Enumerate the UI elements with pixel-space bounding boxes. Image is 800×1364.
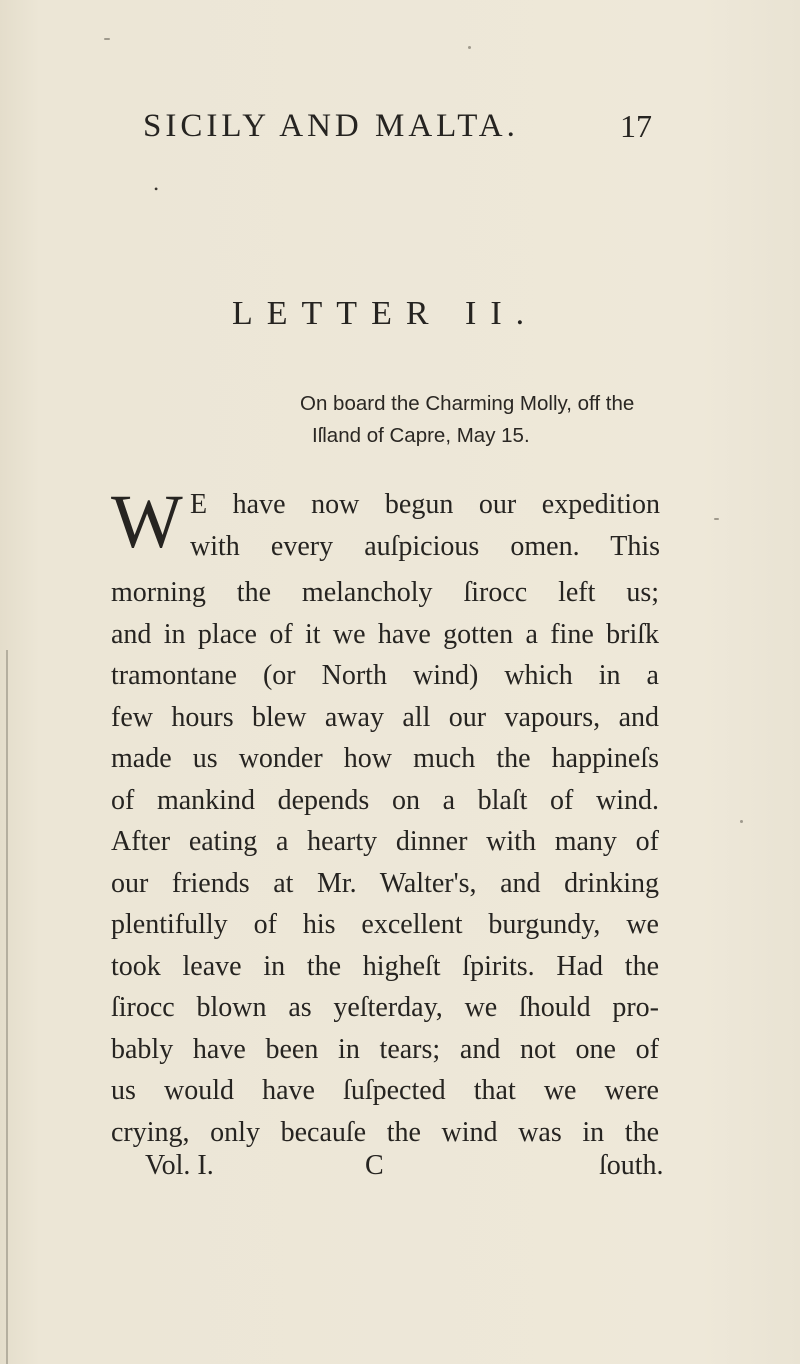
body-line: bably have been in tears; and not one of xyxy=(111,1033,659,1065)
body-line: After eating a hearty dinner with many of xyxy=(111,826,659,857)
body-line: took leave in the higheſt ſpirits. Had the xyxy=(111,950,659,982)
volume-label: Vol. I. xyxy=(145,1150,214,1181)
signature-mark: C xyxy=(365,1150,384,1181)
drop-cap: W xyxy=(111,480,183,564)
letter-heading: LETTER II. xyxy=(232,295,539,332)
page-number: 17 xyxy=(620,108,652,144)
body-line: of mankind depends on a blaſt of wind. xyxy=(111,784,659,816)
body-line: ſirocc blown as yeſterday, we ſhould pro- xyxy=(111,992,659,1023)
body-line: few hours blew away all our vapours, and xyxy=(111,701,659,733)
paper-speck xyxy=(468,46,471,49)
body-line: plentifully of his excellent burgundy, we xyxy=(111,909,659,940)
catchword: ſouth. xyxy=(599,1150,664,1181)
body-line: and in place of it we have gotten a fine briſk xyxy=(111,618,659,650)
body-line: us would have ſuſpected that we were xyxy=(111,1075,659,1106)
body-text xyxy=(111,572,659,1153)
page-footer xyxy=(145,1150,664,1190)
body-line: tramontane (or North wind) which in a xyxy=(111,660,659,691)
paper-speck xyxy=(714,518,719,520)
body-line-2: with every auſpicious omen. This xyxy=(190,531,660,562)
running-head-title: SICILY AND MALTA. xyxy=(143,108,519,144)
body-line: made us wonder how much the happineſs xyxy=(111,743,659,774)
running-head xyxy=(143,108,663,158)
body-line: crying, only becauſe the wind was in the xyxy=(111,1116,659,1148)
body-line: our friends at Mr. Walter's, and drinking xyxy=(111,867,659,899)
ornament-mark: • xyxy=(154,182,159,196)
page-gutter-shadow xyxy=(6,650,8,1364)
body-line-1: E have now begun our expedition xyxy=(190,489,660,520)
body-line: morning the melancholy ſirocc left us; xyxy=(111,577,659,608)
dateline-line-2: Iſland of Capre, May 15. xyxy=(312,424,530,447)
paper-speck xyxy=(740,820,743,823)
dateline-line-1: On board the Charming Molly, off the xyxy=(300,392,635,415)
paper-speck xyxy=(104,38,110,40)
